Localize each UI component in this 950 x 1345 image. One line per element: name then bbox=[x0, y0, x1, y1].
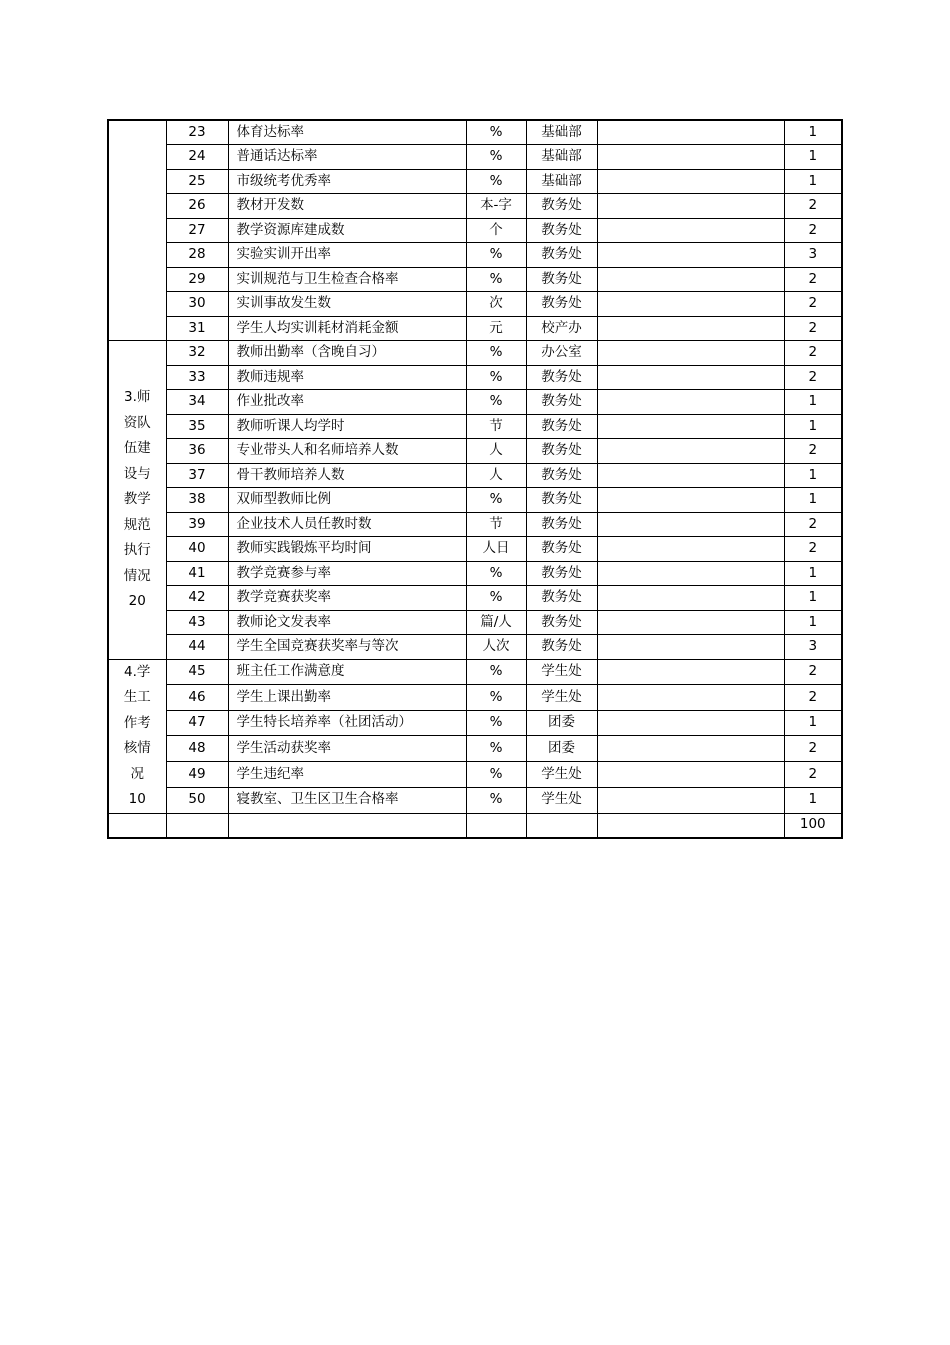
indicator-name: 市级统考优秀率 bbox=[228, 169, 466, 194]
unit-cell: % bbox=[466, 736, 526, 762]
indicator-name: 教师违规率 bbox=[228, 365, 466, 390]
department-cell: 教务处 bbox=[526, 365, 597, 390]
score-cell: 2 bbox=[784, 218, 842, 243]
blank-cell bbox=[597, 341, 784, 366]
table-row bbox=[108, 610, 842, 635]
table-row bbox=[108, 169, 842, 194]
department-cell: 教务处 bbox=[526, 292, 597, 317]
department-cell: 教务处 bbox=[526, 586, 597, 611]
unit-cell: 本-字 bbox=[466, 194, 526, 219]
indicator-name: 学生人均实训耗材消耗金额 bbox=[228, 316, 466, 341]
department-cell: 学生处 bbox=[526, 787, 597, 813]
table-row bbox=[108, 635, 842, 660]
blank-cell bbox=[166, 813, 228, 838]
unit-cell: % bbox=[466, 169, 526, 194]
blank-cell bbox=[597, 439, 784, 464]
unit-cell: % bbox=[466, 762, 526, 788]
item-number: 49 bbox=[166, 762, 228, 788]
department-cell: 教务处 bbox=[526, 635, 597, 660]
indicator-name: 企业技术人员任教时数 bbox=[228, 512, 466, 537]
category-label-line: 生工 bbox=[123, 689, 151, 705]
indicator-name: 教师出勤率（含晚自习） bbox=[228, 341, 466, 366]
table-row bbox=[108, 316, 842, 341]
blank-cell bbox=[597, 145, 784, 170]
indicator-name: 体育达标率 bbox=[228, 120, 466, 145]
item-number: 38 bbox=[166, 488, 228, 513]
blank-cell bbox=[597, 218, 784, 243]
department-cell: 教务处 bbox=[526, 439, 597, 464]
item-number: 39 bbox=[166, 512, 228, 537]
category-cell bbox=[108, 120, 166, 341]
table-row bbox=[108, 762, 842, 788]
score-cell: 1 bbox=[784, 145, 842, 170]
department-cell: 教务处 bbox=[526, 267, 597, 292]
score-cell: 2 bbox=[784, 685, 842, 711]
department-cell: 教务处 bbox=[526, 243, 597, 268]
department-cell: 学生处 bbox=[526, 659, 597, 685]
table-row bbox=[108, 439, 842, 464]
unit-cell: 人次 bbox=[466, 635, 526, 660]
table-row bbox=[108, 194, 842, 219]
category-cell bbox=[108, 341, 166, 660]
indicator-name: 实训事故发生数 bbox=[228, 292, 466, 317]
blank-cell bbox=[597, 787, 784, 813]
item-number: 28 bbox=[166, 243, 228, 268]
unit-cell: % bbox=[466, 145, 526, 170]
department-cell: 教务处 bbox=[526, 610, 597, 635]
category-label-line: 作考 bbox=[123, 714, 151, 731]
category-label-line: 执行 bbox=[123, 542, 151, 558]
score-cell: 2 bbox=[784, 659, 842, 685]
category-label-line: 况 bbox=[130, 765, 144, 782]
unit-cell: 人日 bbox=[466, 537, 526, 562]
unit-cell: % bbox=[466, 586, 526, 611]
indicator-name: 作业批改率 bbox=[228, 390, 466, 415]
unit-cell: 篇/人 bbox=[466, 610, 526, 635]
category-label-line: 3.师 bbox=[124, 389, 151, 405]
indicator-name: 实训规范与卫生检查合格率 bbox=[228, 267, 466, 292]
blank-cell bbox=[597, 710, 784, 736]
department-cell: 教务处 bbox=[526, 561, 597, 586]
unit-cell: % bbox=[466, 561, 526, 586]
total-score: 100 bbox=[784, 813, 842, 838]
department-cell: 教务处 bbox=[526, 488, 597, 513]
table-row bbox=[108, 537, 842, 562]
indicator-name: 教材开发数 bbox=[228, 194, 466, 219]
blank-cell bbox=[597, 365, 784, 390]
item-number: 31 bbox=[166, 316, 228, 341]
score-cell: 1 bbox=[784, 463, 842, 488]
category-label-line: 规范 bbox=[123, 516, 151, 533]
item-number: 27 bbox=[166, 218, 228, 243]
department-cell: 教务处 bbox=[526, 218, 597, 243]
item-number: 33 bbox=[166, 365, 228, 390]
unit-cell: 人 bbox=[466, 439, 526, 464]
blank-cell bbox=[597, 537, 784, 562]
score-cell: 3 bbox=[784, 243, 842, 268]
table-row bbox=[108, 463, 842, 488]
category-label-line: 设与 bbox=[123, 465, 151, 482]
indicator-name: 实验实训开出率 bbox=[228, 243, 466, 268]
score-cell: 1 bbox=[784, 610, 842, 635]
table-row bbox=[108, 561, 842, 586]
item-number: 50 bbox=[166, 787, 228, 813]
score-cell: 2 bbox=[784, 267, 842, 292]
score-cell: 2 bbox=[784, 341, 842, 366]
unit-cell: 个 bbox=[466, 218, 526, 243]
category-label-line: 核情 bbox=[123, 740, 151, 756]
item-number: 25 bbox=[166, 169, 228, 194]
total-row bbox=[108, 813, 842, 838]
blank-cell bbox=[597, 561, 784, 586]
blank-cell bbox=[597, 243, 784, 268]
table-row bbox=[108, 267, 842, 292]
blank-cell bbox=[597, 292, 784, 317]
category-label-line: 4.学 bbox=[124, 663, 151, 680]
table-row bbox=[108, 145, 842, 170]
indicator-name: 双师型教师比例 bbox=[228, 488, 466, 513]
unit-cell: % bbox=[466, 488, 526, 513]
unit-cell: 节 bbox=[466, 512, 526, 537]
blank-cell bbox=[597, 586, 784, 611]
blank-cell bbox=[597, 488, 784, 513]
indicator-name: 教学竞赛获奖率 bbox=[228, 586, 466, 611]
unit-cell: 节 bbox=[466, 414, 526, 439]
item-number: 37 bbox=[166, 463, 228, 488]
unit-cell: % bbox=[466, 787, 526, 813]
unit-cell: % bbox=[466, 685, 526, 711]
indicator-name: 教师实践锻炼平均时间 bbox=[228, 537, 466, 562]
table-row bbox=[108, 659, 842, 685]
indicator-name: 教师论文发表率 bbox=[228, 610, 466, 635]
item-number: 23 bbox=[166, 120, 228, 145]
score-cell: 1 bbox=[784, 169, 842, 194]
department-cell: 基础部 bbox=[526, 120, 597, 145]
score-cell: 2 bbox=[784, 292, 842, 317]
department-cell: 教务处 bbox=[526, 390, 597, 415]
table-row bbox=[108, 292, 842, 317]
unit-cell: % bbox=[466, 659, 526, 685]
indicator-name: 教学竞赛参与率 bbox=[228, 561, 466, 586]
indicator-name: 班主任工作满意度 bbox=[228, 659, 466, 685]
category-label-line: 20 bbox=[128, 593, 146, 609]
score-cell: 1 bbox=[784, 710, 842, 736]
category-label-line: 资队 bbox=[123, 414, 151, 431]
unit-cell: 次 bbox=[466, 292, 526, 317]
indicator-name: 教学资源库建成数 bbox=[228, 218, 466, 243]
item-number: 36 bbox=[166, 439, 228, 464]
category-label-line: 教学 bbox=[123, 491, 151, 507]
blank-cell bbox=[597, 685, 784, 711]
indicator-name: 学生上课出勤率 bbox=[228, 685, 466, 711]
indicator-name: 骨干教师培养人数 bbox=[228, 463, 466, 488]
item-number: 34 bbox=[166, 390, 228, 415]
blank-cell bbox=[228, 813, 466, 838]
blank-cell bbox=[597, 463, 784, 488]
table-row bbox=[108, 218, 842, 243]
score-cell: 1 bbox=[784, 414, 842, 439]
item-number: 40 bbox=[166, 537, 228, 562]
score-cell: 2 bbox=[784, 365, 842, 390]
category-label-line: 10 bbox=[128, 791, 146, 807]
unit-cell: 元 bbox=[466, 316, 526, 341]
table-row bbox=[108, 341, 842, 366]
score-cell: 1 bbox=[784, 390, 842, 415]
table-row bbox=[108, 390, 842, 415]
table-row bbox=[108, 120, 842, 145]
department-cell: 团委 bbox=[526, 710, 597, 736]
score-cell: 2 bbox=[784, 537, 842, 562]
unit-cell: % bbox=[466, 365, 526, 390]
score-cell: 2 bbox=[784, 512, 842, 537]
indicator-name: 学生全国竞赛获奖率与等次 bbox=[228, 635, 466, 660]
department-cell: 教务处 bbox=[526, 512, 597, 537]
blank-cell bbox=[597, 762, 784, 788]
indicator-name: 学生违纪率 bbox=[228, 762, 466, 788]
unit-cell: % bbox=[466, 710, 526, 736]
item-number: 47 bbox=[166, 710, 228, 736]
department-cell: 教务处 bbox=[526, 414, 597, 439]
unit-cell: % bbox=[466, 120, 526, 145]
blank-cell bbox=[597, 267, 784, 292]
item-number: 44 bbox=[166, 635, 228, 660]
score-cell: 1 bbox=[784, 561, 842, 586]
blank-cell bbox=[597, 813, 784, 838]
table-row bbox=[108, 787, 842, 813]
score-cell: 2 bbox=[784, 316, 842, 341]
score-cell: 1 bbox=[784, 120, 842, 145]
category-label-line: 情况 bbox=[123, 567, 151, 584]
table-row bbox=[108, 365, 842, 390]
item-number: 32 bbox=[166, 341, 228, 366]
table-row bbox=[108, 243, 842, 268]
score-cell: 2 bbox=[784, 762, 842, 788]
blank-cell bbox=[597, 169, 784, 194]
item-number: 26 bbox=[166, 194, 228, 219]
blank-cell bbox=[108, 813, 166, 838]
department-cell: 基础部 bbox=[526, 145, 597, 170]
unit-cell: % bbox=[466, 267, 526, 292]
table-row bbox=[108, 685, 842, 711]
item-number: 30 bbox=[166, 292, 228, 317]
table-row bbox=[108, 488, 842, 513]
department-cell: 教务处 bbox=[526, 537, 597, 562]
blank-cell bbox=[597, 512, 784, 537]
blank-cell bbox=[597, 659, 784, 685]
score-cell: 2 bbox=[784, 439, 842, 464]
score-cell: 2 bbox=[784, 194, 842, 219]
department-cell: 基础部 bbox=[526, 169, 597, 194]
blank-cell bbox=[597, 635, 784, 660]
department-cell: 学生处 bbox=[526, 685, 597, 711]
item-number: 43 bbox=[166, 610, 228, 635]
department-cell: 团委 bbox=[526, 736, 597, 762]
blank-cell bbox=[526, 813, 597, 838]
item-number: 42 bbox=[166, 586, 228, 611]
table-row bbox=[108, 736, 842, 762]
score-cell: 2 bbox=[784, 736, 842, 762]
item-number: 48 bbox=[166, 736, 228, 762]
score-cell: 1 bbox=[784, 586, 842, 611]
department-cell: 教务处 bbox=[526, 463, 597, 488]
table-row bbox=[108, 414, 842, 439]
department-cell: 学生处 bbox=[526, 762, 597, 788]
blank-cell bbox=[597, 120, 784, 145]
score-cell: 1 bbox=[784, 488, 842, 513]
blank-cell bbox=[597, 414, 784, 439]
unit-cell: % bbox=[466, 390, 526, 415]
indicator-name: 普通话达标率 bbox=[228, 145, 466, 170]
unit-cell: % bbox=[466, 243, 526, 268]
item-number: 24 bbox=[166, 145, 228, 170]
table-row bbox=[108, 586, 842, 611]
blank-cell bbox=[466, 813, 526, 838]
indicator-name: 教师听课人均学时 bbox=[228, 414, 466, 439]
indicator-name: 专业带头人和名师培养人数 bbox=[228, 439, 466, 464]
indicator-name: 寝教室、卫生区卫生合格率 bbox=[228, 787, 466, 813]
score-cell: 3 bbox=[784, 635, 842, 660]
blank-cell bbox=[597, 316, 784, 341]
indicator-name: 学生活动获奖率 bbox=[228, 736, 466, 762]
blank-cell bbox=[597, 736, 784, 762]
item-number: 45 bbox=[166, 659, 228, 685]
blank-cell bbox=[597, 390, 784, 415]
department-cell: 办公室 bbox=[526, 341, 597, 366]
blank-cell bbox=[597, 610, 784, 635]
unit-cell: 人 bbox=[466, 463, 526, 488]
indicator-name: 学生特长培养率（社团活动） bbox=[228, 710, 466, 736]
indicator-table bbox=[107, 119, 843, 839]
item-number: 41 bbox=[166, 561, 228, 586]
indicator-table-body bbox=[108, 120, 842, 838]
table-row bbox=[108, 512, 842, 537]
department-cell: 校产办 bbox=[526, 316, 597, 341]
item-number: 35 bbox=[166, 414, 228, 439]
item-number: 46 bbox=[166, 685, 228, 711]
unit-cell: % bbox=[466, 341, 526, 366]
item-number: 29 bbox=[166, 267, 228, 292]
score-cell: 1 bbox=[784, 787, 842, 813]
category-label-line: 伍建 bbox=[123, 440, 151, 456]
department-cell: 教务处 bbox=[526, 194, 597, 219]
blank-cell bbox=[597, 194, 784, 219]
table-row bbox=[108, 710, 842, 736]
category-cell bbox=[108, 659, 166, 813]
